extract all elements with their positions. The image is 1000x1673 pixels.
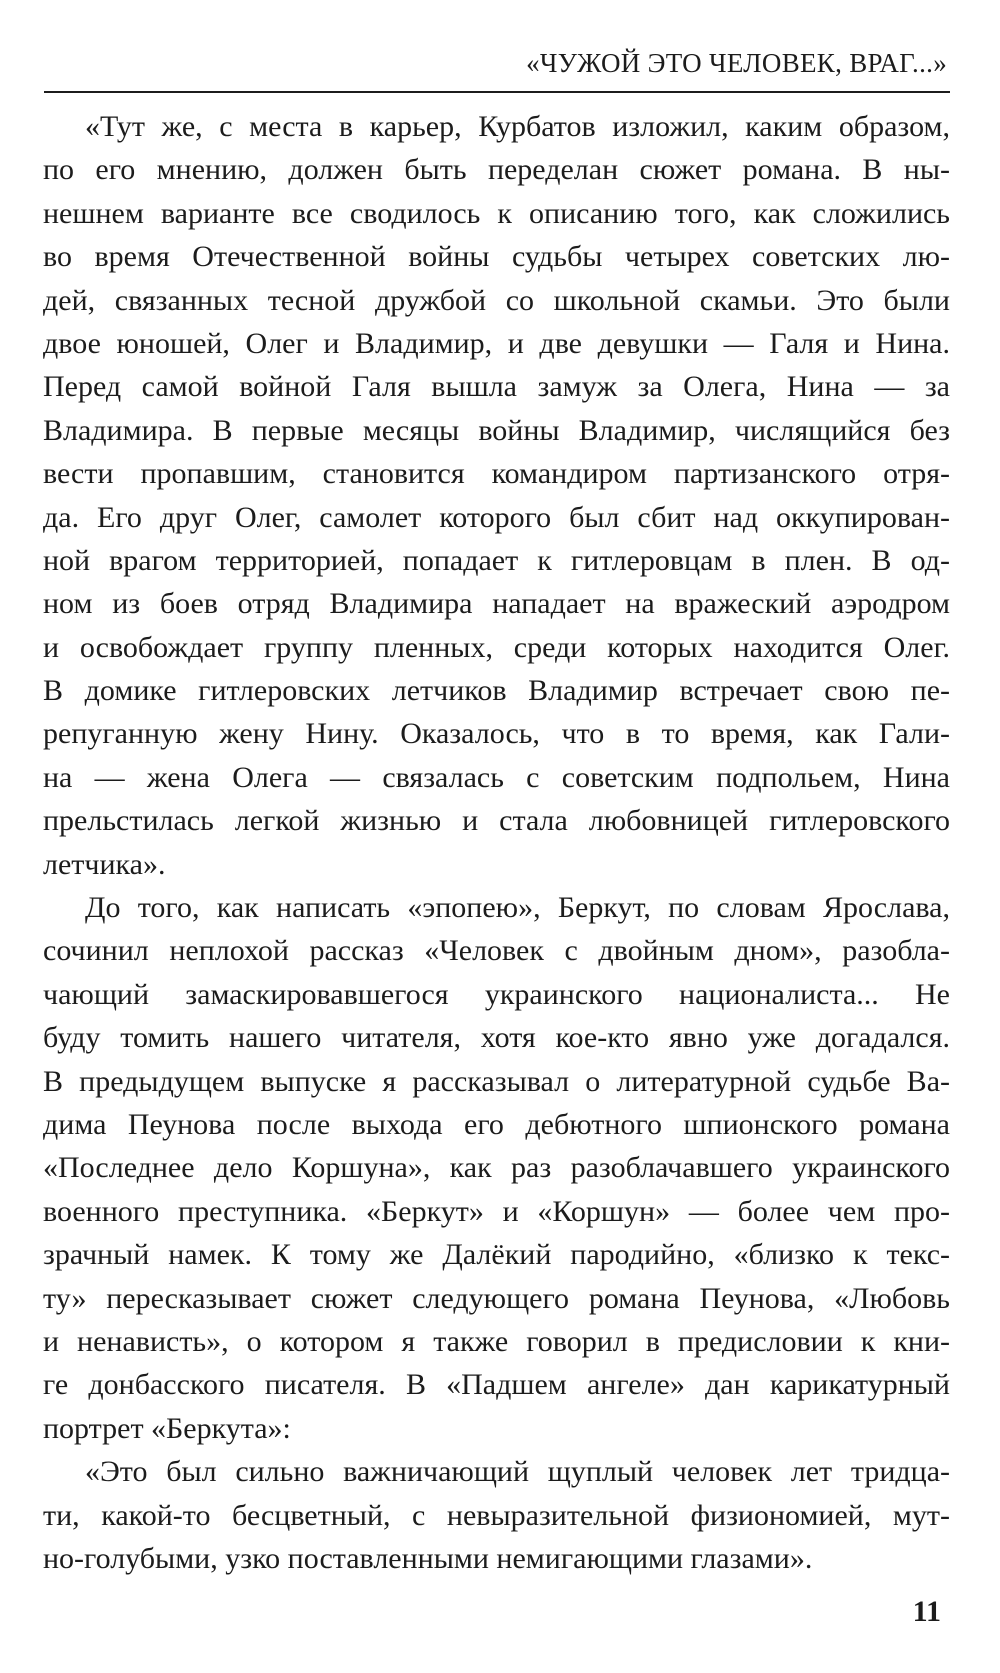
page-number: 11 <box>912 1595 941 1628</box>
text-line: нешнем варианте все сводилось к описанию того, как сложились <box>43 196 950 230</box>
text-line: зрачный намек. К тому же Далёкий пародийно, «близко к текс- <box>43 1238 950 1272</box>
text-line: «Последнее дело Коршуна», как раз разоблачавшего украинского <box>43 1151 950 1185</box>
text-line: буду томить нашего читателя, хотя кое-кто явно уже догадался. <box>43 1021 950 1055</box>
text-line: и освобождает группу пленных, среди которых находится Олег. <box>43 630 950 664</box>
text-line: ге донбасского писателя. В «Падшем ангеле» дан карикатурный <box>43 1368 950 1402</box>
text-line: Перед самой войной Галя вышла замуж за Олега, Нина — за <box>43 370 950 404</box>
text-line: чающий замаскировавшегося украинского националиста... Не <box>43 977 950 1011</box>
text-line: дима Пеунова после выхода его дебютного шпионского романа <box>43 1107 950 1141</box>
running-head: «ЧУЖОЙ ЭТО ЧЕЛОВЕК, ВРАГ...» <box>526 48 947 78</box>
text-line: ти, какой-то бесцветный, с невыразительной физиономией, мут- <box>43 1498 950 1532</box>
text-line: «Это был сильно важничающий щуплый человек лет тридца- <box>85 1455 950 1489</box>
text-line: В предыдущем выпуске я рассказывал о литературной судьбе Ва- <box>43 1064 950 1098</box>
paragraph <box>43 886 950 1450</box>
text-line: но-голубыми, узко поставленными немигающими глазами». <box>43 1541 813 1575</box>
text-line: репуганную жену Нину. Оказалось, что в то время, как Гали- <box>43 717 950 751</box>
paragraph <box>43 105 950 886</box>
text-line: Владимира. В первые месяцы войны Владимир, числящийся без <box>43 413 950 447</box>
text-line: двое юношей, Олег и Владимир, и две девушки — Галя и Нина. <box>43 326 950 360</box>
header-rule <box>44 91 950 93</box>
text-line: и ненависть», о котором я также говорил в предисловии к кни- <box>43 1324 950 1358</box>
text-line: во время Отечественной войны судьбы четырех советских лю- <box>43 240 950 274</box>
text-line: вести пропавшим, становится командиром партизанского отря- <box>43 457 950 491</box>
paragraph <box>43 1450 950 1580</box>
text-line: ту» пересказывает сюжет следующего романа Пеунова, «Любовь <box>43 1281 950 1315</box>
text-line: ной врагом территорией, попадает к гитлеровцам в плен. В од- <box>43 543 950 577</box>
text-line: ном из боев отряд Владимира нападает на вражеский аэродром <box>43 587 950 621</box>
text-line: военного преступника. «Беркут» и «Коршун» — более чем про- <box>43 1194 950 1228</box>
text-line: сочинил неплохой рассказ «Человек с двойным дном», разобла- <box>43 934 950 968</box>
text-line: прельстилась легкой жизнью и стала любовницей гитлеровского <box>43 804 950 838</box>
text-line: на — жена Олега — связалась с советским подпольем, Нина <box>43 760 950 794</box>
body-text <box>43 105 950 1580</box>
text-line: В домике гитлеровских летчиков Владимир встречает свою пе- <box>43 674 950 708</box>
text-line: да. Его друг Олег, самолет которого был сбит над оккупирован- <box>43 500 950 534</box>
text-line: портрет «Беркута»: <box>43 1411 291 1445</box>
text-line: До того, как написать «эпопею», Беркут, по словам Ярослава, <box>85 891 950 925</box>
text-line: «Тут же, с места в карьер, Курбатов изложил, каким образом, <box>85 110 950 143</box>
text-line: дей, связанных тесной дружбой со школьной скамьи. Это были <box>43 283 950 317</box>
text-line: по его мнению, должен быть переделан сюжет романа. В ны- <box>43 153 950 187</box>
text-line: летчика». <box>43 847 166 881</box>
